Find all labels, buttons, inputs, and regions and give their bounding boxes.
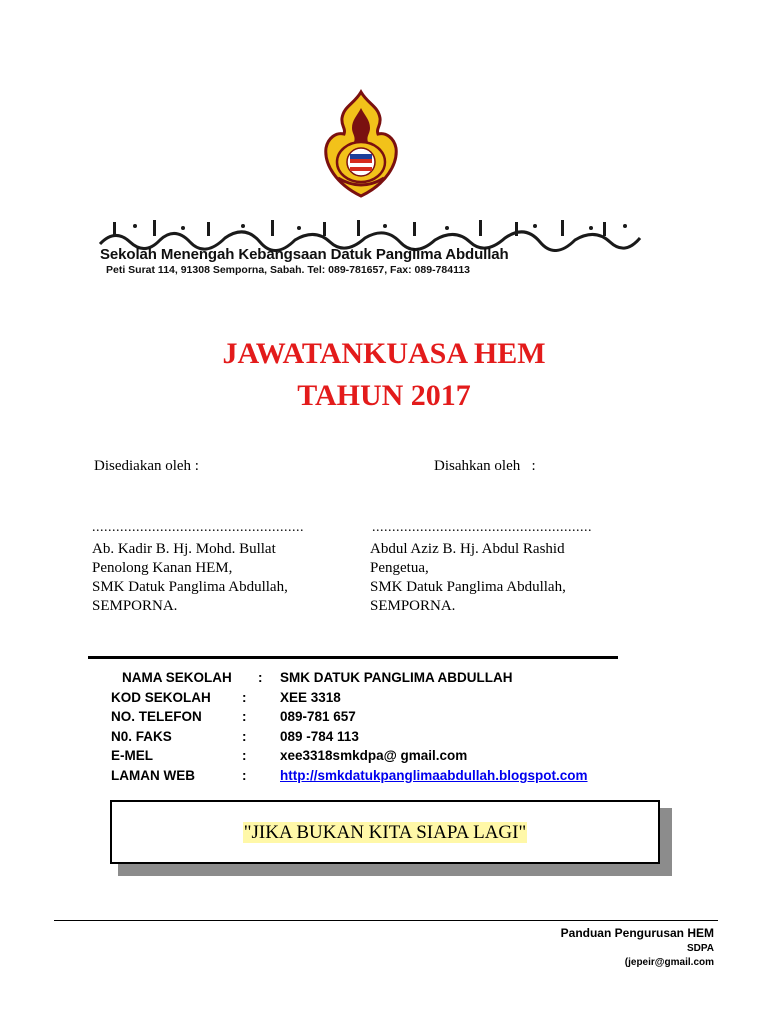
footer-divider: [54, 920, 718, 921]
info-label-school-code: KOD SEKOLAH: [111, 690, 211, 705]
footer-author-email: (jepeir@gmail.com: [624, 957, 714, 968]
info-label-email: E-MEL: [111, 748, 153, 763]
motto-box: [110, 800, 660, 864]
signatory-left-town: SEMPORNA.: [92, 598, 178, 614]
info-value-phone: 089-781 657: [280, 709, 356, 724]
info-colon: :: [242, 768, 247, 783]
info-value-email: xee3318smkdpa@ gmail.com: [280, 748, 468, 763]
motto-text: [112, 822, 658, 844]
prepared-by-label: Disediakan oleh :: [94, 458, 199, 474]
school-crest-logo: [316, 88, 406, 200]
signatory-right-town: SEMPORNA.: [370, 598, 456, 614]
signature-line-right: .......................................................: [372, 520, 592, 535]
info-label-phone: NO. TELEFON: [111, 709, 202, 724]
signatory-right-name: Abdul Aziz B. Hj. Abdul Rashid: [370, 541, 565, 557]
website-link[interactable]: http://smkdatukpanglimaabdullah.blogspot.com: [280, 768, 588, 783]
info-value-school-code: XEE 3318: [280, 690, 341, 705]
signatory-left: [92, 540, 288, 616]
info-divider: [88, 656, 618, 659]
info-label-school-name: NAMA SEKOLAH: [122, 670, 232, 685]
school-name-heading: Sekolah Menengah Kebangsaan Datuk Panglima Abdullah: [100, 246, 509, 263]
info-label-website: LAMAN WEB: [111, 768, 195, 783]
info-colon: :: [242, 748, 247, 763]
document-title: JAWATANKUASA HEM: [222, 337, 546, 370]
approved-by-label: Disahkan oleh :: [434, 458, 536, 474]
info-colon: :: [242, 690, 247, 705]
signatory-left-school: SMK Datuk Panglima Abdullah,: [92, 579, 288, 595]
signatory-left-name: Ab. Kadir B. Hj. Mohd. Bullat: [92, 541, 276, 557]
info-value-website: [280, 766, 588, 786]
motto-highlight: "JIKA BUKAN KITA SIAPA LAGI": [243, 822, 527, 843]
info-colon: :: [258, 670, 263, 685]
info-colon: :: [242, 729, 247, 744]
footer-school-abbreviation: SDPA: [686, 943, 714, 954]
school-address-line: Peti Surat 114, 91308 Semporna, Sabah. Tel: 089-781657, Fax: 089-784113: [106, 264, 471, 276]
info-label-fax: N0. FAKS: [111, 729, 172, 744]
signatory-right: [370, 540, 566, 616]
signatory-left-position: Penolong Kanan HEM,: [92, 560, 233, 576]
info-colon: :: [242, 709, 247, 724]
signature-line-left: .....................................................: [92, 520, 304, 535]
info-value-fax: 089 -784 113: [280, 729, 359, 744]
info-value-school-name: SMK DATUK PANGLIMA ABDULLAH: [280, 670, 513, 685]
document-year: TAHUN 2017: [297, 379, 471, 412]
signatory-right-position: Pengetua,: [370, 560, 429, 576]
footer-document-name: Panduan Pengurusan HEM: [560, 926, 714, 940]
signatory-right-school: SMK Datuk Panglima Abdullah,: [370, 579, 566, 595]
